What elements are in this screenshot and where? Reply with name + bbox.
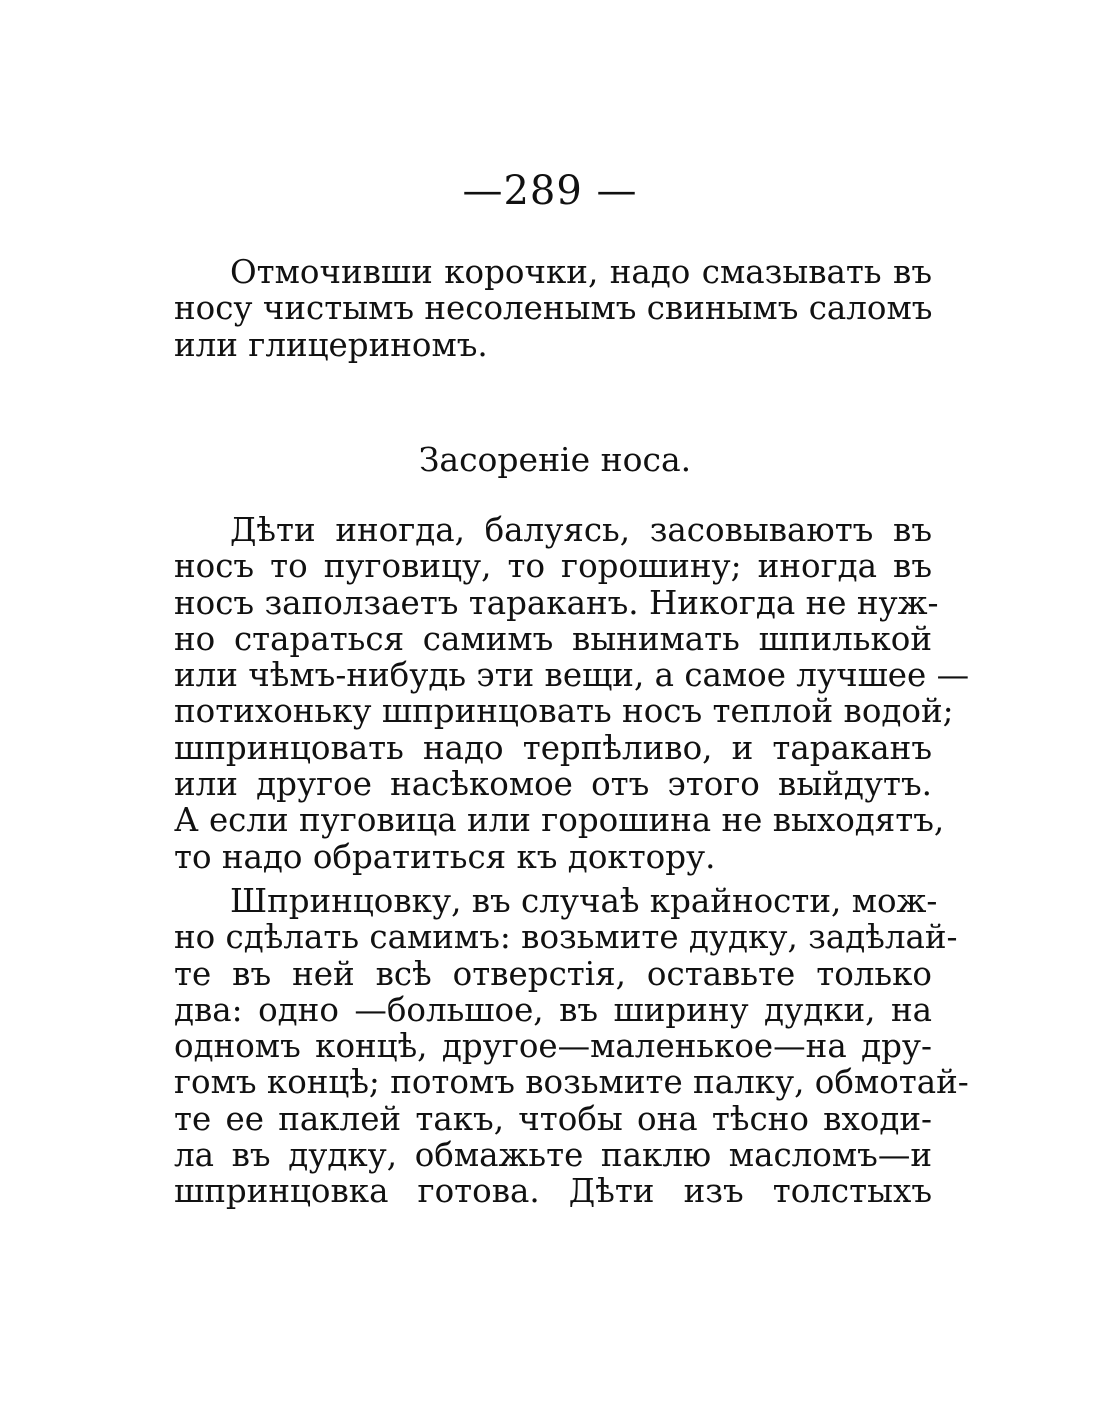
section-heading: Засоренiе носа. <box>418 440 692 479</box>
text-line: Шпринцовку, въ случаѣ крайности, мож- <box>230 882 938 920</box>
text-line: два: одно —большое, въ ширину дудки, на <box>174 990 932 1029</box>
text-line: Дѣти иногда, балуясь, засовываютъ въ <box>230 511 932 549</box>
text-line: носъ заползаетъ тараканъ. Никогда не нуж- <box>174 583 939 622</box>
text-line: гомъ концѣ; потомъ возьмите палку, обмотай- <box>174 1063 969 1102</box>
text-line: или глицериномъ. <box>174 325 488 364</box>
text-line: или другое насѣкомое отъ этого выйдутъ. <box>174 765 932 804</box>
text-line: ла въ дудку, обмажьте паклю масломъ—и <box>174 1136 932 1175</box>
text-line: те въ ней всѣ отверстiя, оставьте только <box>174 954 932 993</box>
paragraph-3 <box>174 882 969 1211</box>
text-line: потихоньку шпринцовать носъ теплой водой; <box>174 692 954 731</box>
page-number: —289 — <box>462 168 638 214</box>
text-line: шпринцовать надо терпѣливо, и тараканъ <box>174 728 932 767</box>
text-line: Отмочивши корочки, надо смазывать въ <box>230 253 932 291</box>
text-line: шпринцовка готова. Дѣти изъ толстыхъ <box>174 1172 932 1211</box>
text-line: одномъ концѣ, другое—маленькое—на дру- <box>174 1027 932 1066</box>
text-line: А если пуговица или горошина не выходятъ, <box>174 801 945 840</box>
text-line: или чѣмъ-нибудь эти вещи, а самое лучшее — <box>174 656 970 695</box>
text-line: носъ то пуговицу, то горошину; иногда въ <box>174 547 932 586</box>
text-line: носу чистымъ несоленымъ свинымъ саломъ <box>174 289 933 328</box>
paragraph-2 <box>174 511 970 876</box>
text-line: но стараться самимъ вынимать шпилькой <box>174 619 932 658</box>
paragraph-1 <box>174 254 932 363</box>
text-line: то надо обратиться къ доктору. <box>174 837 716 876</box>
text-line: те ее паклей такъ, чтобы она тѣсно входи- <box>174 1099 932 1138</box>
text-line: но сдѣлать самимъ: возьмите дудку, задѣлай- <box>174 918 958 957</box>
